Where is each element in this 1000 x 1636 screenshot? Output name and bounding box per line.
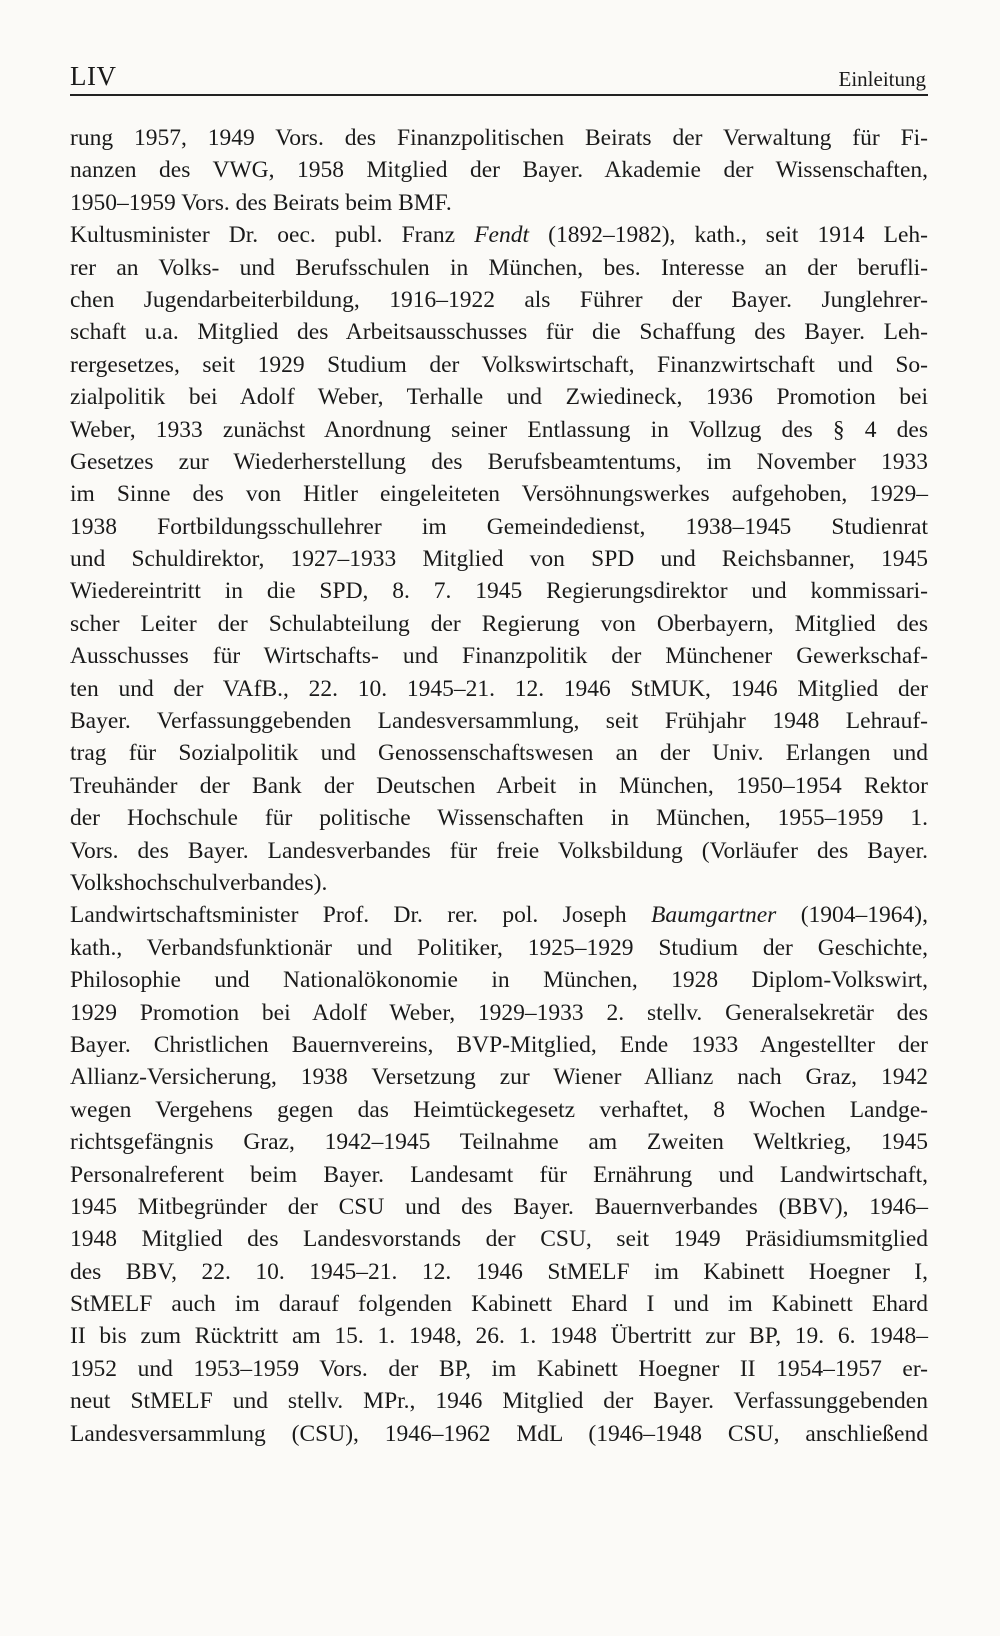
text-line: Gesetzes zur Wiederherstellung des Berufsbeamtentums, im November 1933 [70, 448, 928, 475]
text-line: richtsgefängnis Graz, 1942–1945 Teilnahme am Zweiten Weltkrieg, 1945 [70, 1129, 928, 1156]
text-line: zialpolitik bei Adolf Weber, Terhalle und Zwiedineck, 1936 Promotion bei [70, 384, 928, 411]
document-page [70, 58, 928, 1450]
running-header [70, 58, 928, 96]
text-line: und Schuldirektor, 1927–1933 Mitglied von SPD und Reichsbanner, 1945 [70, 546, 928, 573]
text-line: scher Leiter der Schulabteilung der Regierung von Oberbayern, Mitglied des [70, 610, 928, 637]
text-line: Allianz-Versicherung, 1938 Versetzung zur Wiener Allianz nach Graz, 1942 [70, 1064, 928, 1091]
text-line: kath., Verbandsfunktionär und Politiker, 1925–1929 Studium der Geschichte, [70, 934, 928, 961]
text-line: chen Jugendarbeiterbildung, 1916–1922 als Führer der Bayer. Junglehrer- [70, 286, 928, 313]
text-line: StMELF auch im darauf folgenden Kabinett Ehard I und im Kabinett Ehard [70, 1291, 928, 1318]
text-line: Landesversammlung (CSU), 1946–1962 MdL (1946–1948 CSU, anschließend [70, 1420, 928, 1447]
text-line: 1938 Fortbildungsschullehrer im Gemeindedienst, 1938–1945 Studienrat [70, 513, 928, 540]
text-line: rer an Volks- und Berufsschulen in München, bes. Interesse an der berufli- [70, 254, 928, 281]
text-line: Vors. des Bayer. Landesverbandes für freie Volksbildung (Vorläufer des Bayer. [70, 837, 928, 864]
text-line: II bis zum Rücktritt am 15. 1. 1948, 26. 1. 1948 Übertritt zur BP, 19. 6. 1948– [70, 1323, 928, 1350]
text-line: Landwirtschaftsminister Prof. Dr. rer. pol. Joseph Baumgartner (1904–1964), [70, 902, 928, 929]
text-line: schaft u.a. Mitglied des Arbeitsausschusses für die Schaffung des Bayer. Leh- [70, 319, 928, 346]
text-line: 1950–1959 Vors. des Beirats beim BMF. [70, 189, 452, 216]
text-line: Wiedereintritt in die SPD, 8. 7. 1945 Regierungsdirektor und kommissari- [70, 578, 928, 605]
text-line: Bayer. Verfassunggebenden Landesversammlung, seit Frühjahr 1948 Lehrauf- [70, 708, 928, 735]
text-line: 1929 Promotion bei Adolf Weber, 1929–1933 2. stellv. Generalsekretär des [70, 999, 928, 1026]
person-surname: Baumgartner [651, 902, 777, 929]
text-line: Weber, 1933 zunächst Anordnung seiner Entlassung in Vollzug des § 4 des [70, 416, 928, 443]
text-line: Ausschusses für Wirtschafts- und Finanzpolitik der Münchener Gewerkschaf- [70, 643, 928, 670]
page-number: LIV [70, 61, 117, 91]
text-line: rergesetzes, seit 1929 Studium der Volkswirtschaft, Finanzwirtschaft und So- [70, 351, 928, 378]
text-line: ten und der VAfB., 22. 10. 1945–21. 12. 1946 StMUK, 1946 Mitglied der [70, 675, 928, 702]
text-line: 1948 Mitglied des Landesvorstands der CSU, seit 1949 Präsidiumsmitglied [70, 1226, 928, 1253]
text-line: der Hochschule für politische Wissenschaften in München, 1955–1959 1. [70, 805, 928, 832]
text-line: Bayer. Christlichen Bauernvereins, BVP-Mitglied, Ende 1933 Angestellter der [70, 1031, 928, 1058]
section-title: Einleitung [838, 67, 926, 91]
text-line: 1952 und 1953–1959 Vors. der BP, im Kabinett Hoegner II 1954–1957 er- [70, 1355, 928, 1382]
body-text [70, 122, 928, 1450]
person-surname: Fendt [474, 222, 530, 249]
text-line: Volkshochschulverbandes). [70, 869, 328, 896]
text-line: trag für Sozialpolitik und Genossenschaftswesen an der Univ. Erlangen und [70, 740, 928, 767]
text-line: nanzen des VWG, 1958 Mitglied der Bayer. Akademie der Wissenschaften, [70, 157, 928, 184]
text-line: Philosophie und Nationalökonomie in München, 1928 Diplom-Volkswirt, [70, 967, 928, 994]
text-line: des BBV, 22. 10. 1945–21. 12. 1946 StMELF im Kabinett Hoegner I, [70, 1258, 928, 1285]
text-line: wegen Vergehens gegen das Heimtückegesetz verhaftet, 8 Wochen Landge- [70, 1096, 928, 1123]
text-line: im Sinne des von Hitler eingeleiteten Versöhnungswerkes aufgehoben, 1929– [70, 481, 928, 508]
text-line: Treuhänder der Bank der Deutschen Arbeit in München, 1950–1954 Rektor [70, 772, 928, 799]
text-line: 1945 Mitbegründer der CSU und des Bayer. Bauernverbandes (BBV), 1946– [70, 1193, 928, 1220]
text-line: Kultusminister Dr. oec. publ. Franz Fendt (1892–1982), kath., seit 1914 Leh- [70, 222, 928, 249]
text-line: Personalreferent beim Bayer. Landesamt für Ernährung und Landwirtschaft, [70, 1161, 928, 1188]
text-line: rung 1957, 1949 Vors. des Finanzpolitischen Beirats der Verwaltung für Fi- [70, 125, 928, 151]
text-line: neut StMELF und stellv. MPr., 1946 Mitglied der Bayer. Verfassunggebenden [70, 1388, 928, 1415]
